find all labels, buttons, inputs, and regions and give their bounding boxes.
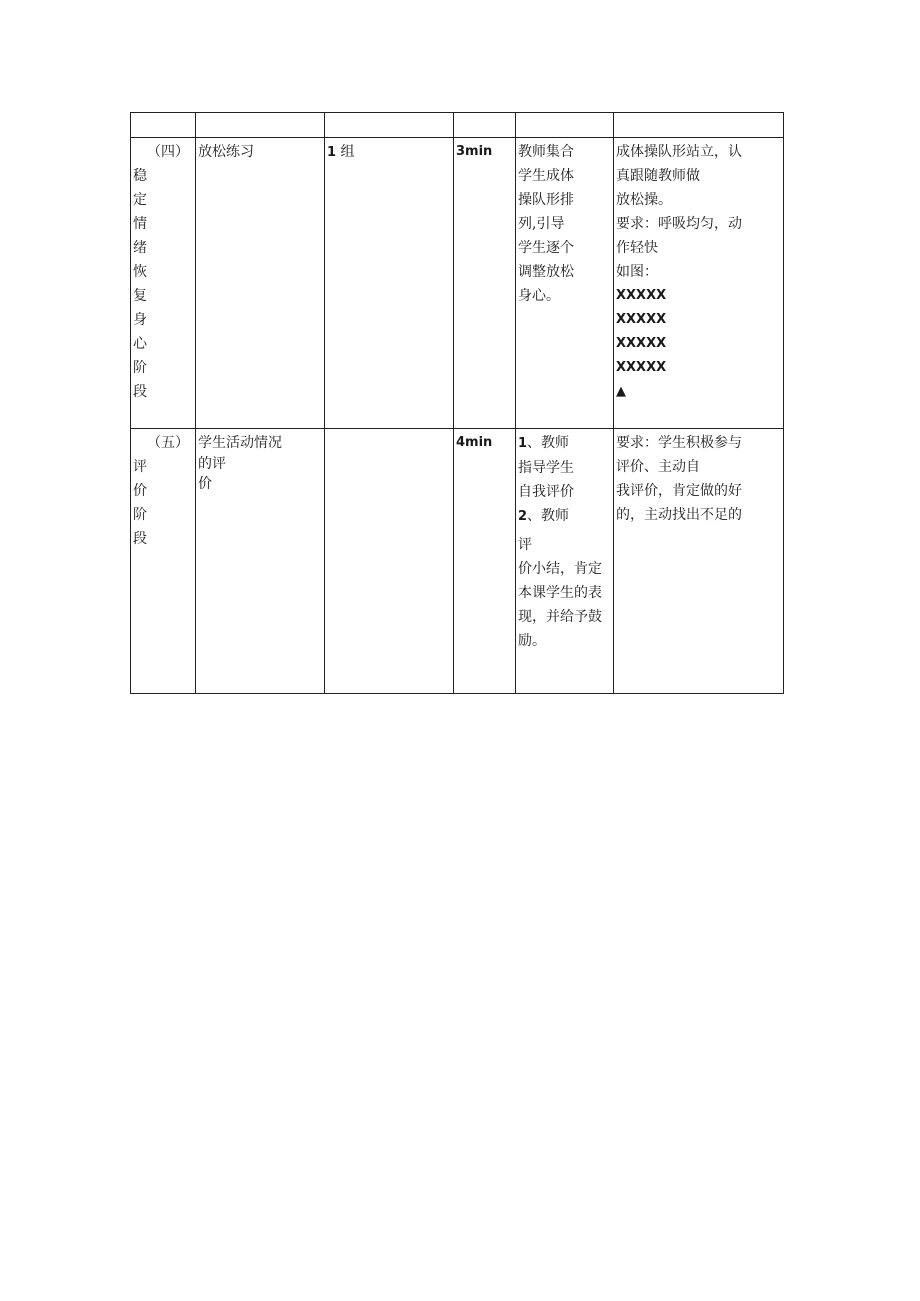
student-line: 放松操。 xyxy=(616,192,672,208)
stage-char: 绪 xyxy=(133,240,147,256)
sets-number xyxy=(325,429,453,431)
content-cell xyxy=(196,138,325,429)
content-line: 价 xyxy=(198,476,212,492)
student-activity-cell xyxy=(614,138,784,429)
teacher-activity-cell xyxy=(516,429,614,694)
formation-row: XXXXX xyxy=(616,288,667,303)
teacher-line: 励。 xyxy=(518,633,546,649)
teacher-line: 操队形排 xyxy=(518,192,574,208)
stage-cell xyxy=(131,429,196,694)
step-text: 、教师 xyxy=(527,508,570,524)
teacher-activity-cell xyxy=(516,138,614,429)
sets-number: 1 xyxy=(327,145,337,160)
stage-char: 价 xyxy=(133,483,147,499)
stage-name xyxy=(133,455,193,551)
student-line: 真跟随教师做 xyxy=(616,168,700,184)
time-cell xyxy=(454,138,516,429)
teacher-line: 价小结，肯定 xyxy=(518,561,602,577)
student-line: 作轻快 xyxy=(616,240,658,256)
teacher-line: 评 xyxy=(518,537,532,553)
student-activity-cell xyxy=(614,429,784,694)
stage-char: 恢 xyxy=(133,264,147,280)
table-header-row xyxy=(131,113,784,138)
header-cell xyxy=(454,113,516,138)
stage-char: 稳 xyxy=(133,168,147,184)
stage-char: 心 xyxy=(133,336,147,352)
step-number: 2 xyxy=(518,509,528,524)
stage-char: 段 xyxy=(133,384,147,400)
header-cell xyxy=(325,113,454,138)
sets-unit: 组 xyxy=(340,144,355,160)
content-cell xyxy=(196,429,325,694)
sets-cell xyxy=(325,138,454,429)
header-cell xyxy=(516,113,614,138)
time-value: 4min xyxy=(456,435,493,450)
table-row xyxy=(131,138,784,429)
teacher-marker-icon: ▲ xyxy=(616,384,626,399)
teacher-line xyxy=(518,431,611,456)
student-line: 我评价，肯定做的好 xyxy=(616,483,742,499)
teacher-line: 列,引导 xyxy=(518,216,565,232)
teacher-line: 自我评价 xyxy=(518,484,574,500)
lesson-plan-table xyxy=(130,112,784,694)
stage-char: 定 xyxy=(133,192,147,208)
teacher-line: 学生成体 xyxy=(518,168,574,184)
student-line: 的，主动找出不足的 xyxy=(616,507,742,523)
teacher-line: 现，并给予鼓 xyxy=(518,609,602,625)
stage-char: 评 xyxy=(133,459,147,475)
teacher-line: 本课学生的表 xyxy=(518,585,602,601)
stage-cell xyxy=(131,138,196,429)
formation-row: XXXXX xyxy=(616,360,667,375)
stage-char: 阶 xyxy=(133,360,147,376)
teacher-line: 调整放松 xyxy=(518,264,574,280)
step-number: 1 xyxy=(518,436,528,451)
stage-char: 身 xyxy=(133,312,147,328)
time-cell xyxy=(454,429,516,694)
student-line: 如图： xyxy=(616,264,658,280)
student-line: 要求：呼吸均匀，动 xyxy=(616,216,742,232)
formation-row: XXXXX xyxy=(616,336,667,351)
content-line: 的评 xyxy=(198,456,226,472)
stage-char: 阶 xyxy=(133,507,147,523)
student-line: 成体操队形站立，认 xyxy=(616,144,742,160)
student-line: 要求：学生积极参与 xyxy=(616,435,742,451)
teacher-line xyxy=(518,504,611,529)
stage-name xyxy=(133,164,193,404)
stage-char: 情 xyxy=(133,216,147,232)
step-text: 、教师 xyxy=(527,435,570,451)
stage-number: （五） xyxy=(147,435,189,451)
formation-row: XXXXX xyxy=(616,312,667,327)
teacher-line: 教师集合 xyxy=(518,144,574,160)
student-line: 评价、主动自 xyxy=(616,459,700,475)
teacher-line: 身心。 xyxy=(518,288,560,304)
teacher-line: 指导学生 xyxy=(518,460,574,476)
stage-char: 段 xyxy=(133,531,147,547)
teacher-line: 学生逐个 xyxy=(518,240,574,256)
content-text: 放松练习 xyxy=(198,144,254,160)
stage-number: （四） xyxy=(147,144,189,160)
stage-char: 复 xyxy=(133,288,147,304)
time-value: 3min xyxy=(456,144,493,159)
header-cell xyxy=(196,113,325,138)
table-row xyxy=(131,429,784,694)
header-cell xyxy=(131,113,196,138)
header-cell xyxy=(614,113,784,138)
content-line: 学生活动情况 xyxy=(198,435,282,451)
sets-cell xyxy=(325,429,454,694)
